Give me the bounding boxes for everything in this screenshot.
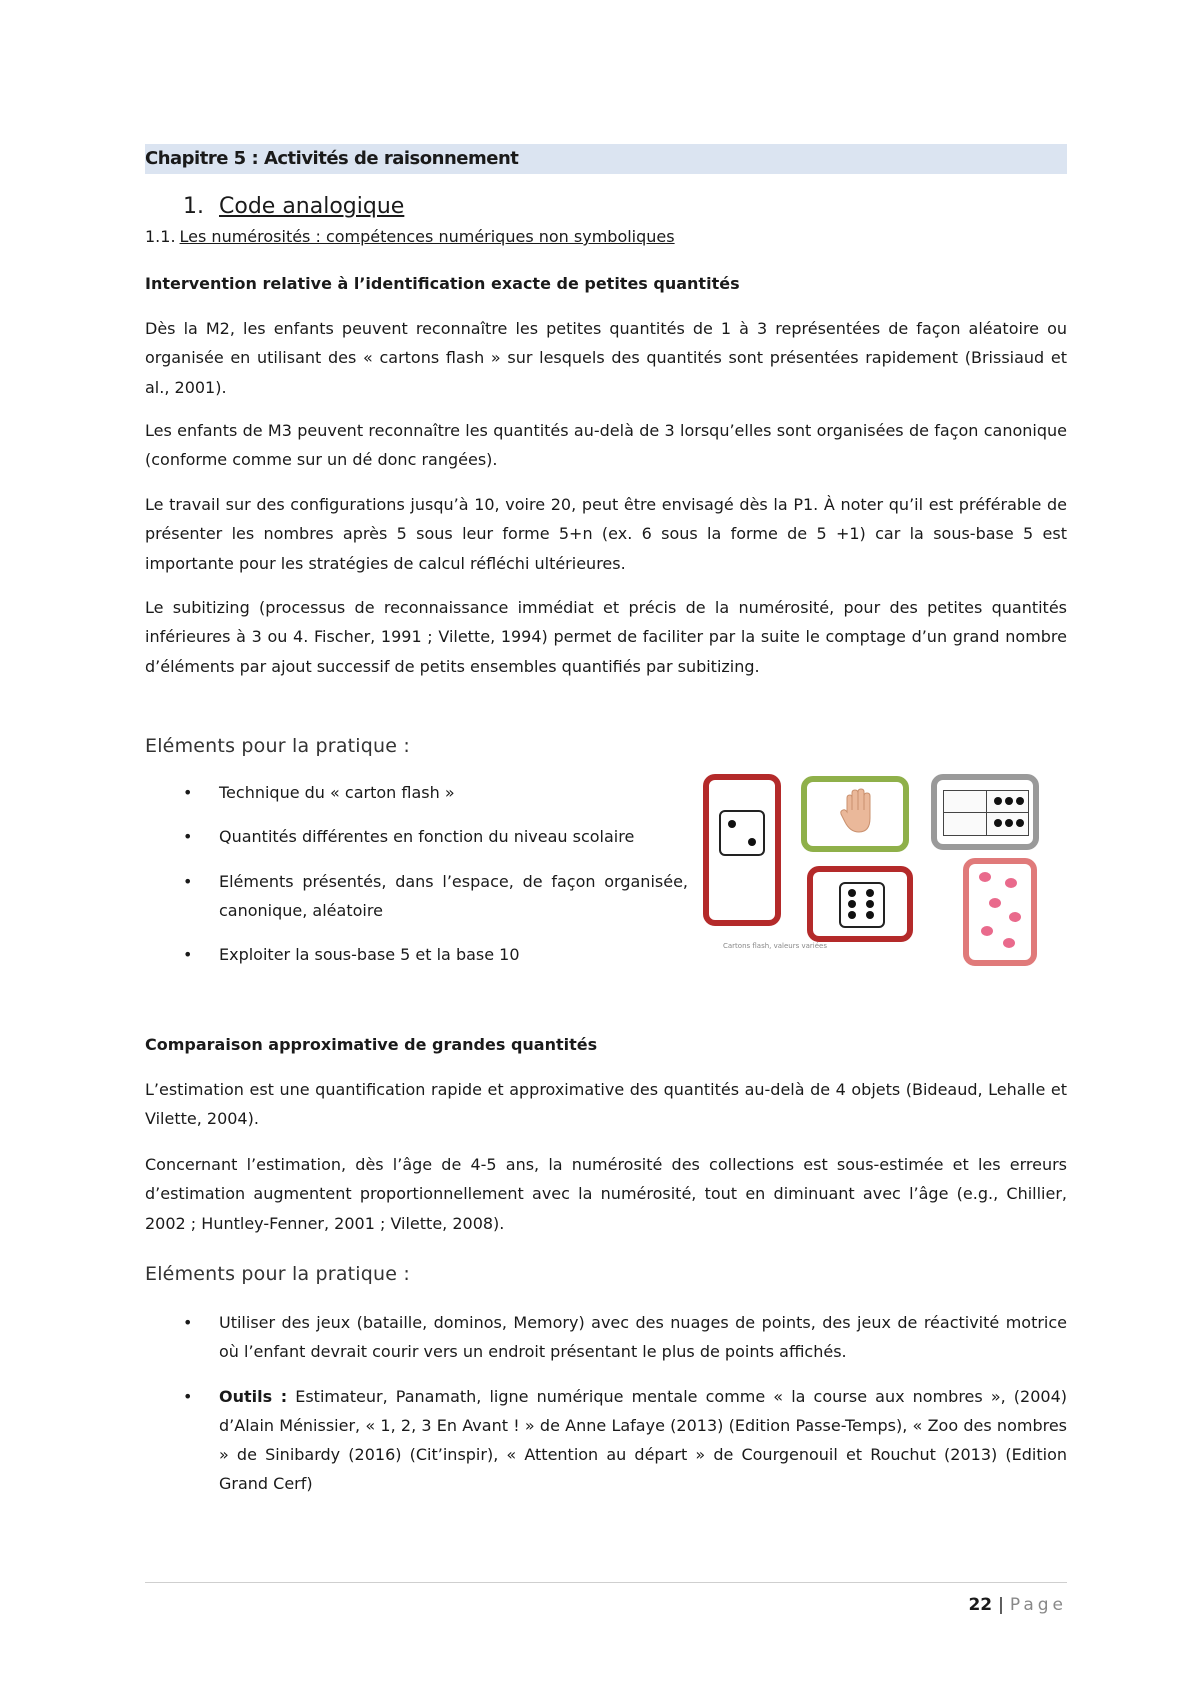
chapter-title: Chapitre 5 : Activités de raisonnement <box>145 144 1067 174</box>
flash-card-two-dots <box>703 774 781 926</box>
ten-frame <box>943 790 1029 836</box>
bullet-icon: • <box>183 827 193 847</box>
page-number: 22 <box>968 1595 993 1615</box>
monster-icon <box>1005 878 1017 888</box>
flash-card-hand <box>801 776 909 852</box>
footer-separator: | <box>998 1595 1004 1615</box>
practice-list <box>145 778 688 984</box>
section-1-title: Intervention relative à l’identification exacte de petites quantités <box>145 274 740 293</box>
paragraph: Concernant l’estimation, dès l’âge de 4-5 ans, la numérosité des collections est sous-estimée et les erreurs d’estimation augmentent proportionnellement avec la numérosité, tout en diminuant avec l’âge (e.g., Chillier, 2002 ; Huntley-Fenner, 2001 ; Vilette, 2008). <box>145 1155 1067 1233</box>
page-footer <box>968 1594 1067 1616</box>
heading-1 <box>183 192 404 222</box>
document-page <box>145 0 1067 1698</box>
figure-caption: Cartons flash, valeurs variées <box>723 942 828 950</box>
monster-icon <box>979 872 991 882</box>
heading-2-title: Les numérosités : compétences numériques non symboliques <box>179 227 675 246</box>
heading-2 <box>145 226 675 248</box>
section-2-title: Comparaison approximative de grandes quantités <box>145 1035 598 1054</box>
monster-icon <box>989 898 1001 908</box>
monster-icon <box>1009 912 1021 922</box>
list-item: • Exploiter la sous-base 5 et la base 10 <box>145 940 688 969</box>
monster-icon <box>981 926 993 936</box>
flash-card-six-dots <box>807 866 913 942</box>
list-item: • Utiliser des jeux (bataille, dominos, Memory) avec des nuages de points, des jeux de réactivité motrice où l’enfant devrait courir vers un endroit présentant le plus de points affichés. <box>145 1308 1067 1367</box>
bullet-icon: • <box>183 1386 193 1406</box>
bullet-icon: • <box>183 945 193 965</box>
flash-cards-figure <box>703 774 1067 970</box>
paragraph: Dès la M2, les enfants peuvent reconnaître les petites quantités de 1 à 3 représentées de façon aléatoire ou organisée en utilisant des « cartons flash » sur lesquels des quantités sont présentées rapidement (Brissiaud et al., 2001). <box>145 319 1067 397</box>
heading-2-number: 1.1. <box>145 227 176 246</box>
practice-subtitle: Eléments pour la pratique : <box>145 735 411 757</box>
bullet-icon: • <box>183 783 193 802</box>
tools-label: Outils : <box>219 1386 288 1406</box>
bullet-icon: • <box>183 871 193 891</box>
hand-icon <box>839 788 879 836</box>
bullet-icon: • <box>183 1313 193 1332</box>
monster-icon <box>1003 938 1015 948</box>
paragraph: Le travail sur des configurations jusqu’à 10, voire 20, peut être envisagé dès la P1. À noter qu’il est préférable de présenter les nombres après 5 sous leur forme 5+n (ex. 6 sous la forme de 5 +1) car la sous-base 5 est importante pour les stratégies de calcul réfléchi ultérieures. <box>145 495 1067 573</box>
practice-list <box>145 1308 1067 1514</box>
list-item: • Outils : Estimateur, Panamath, ligne numérique mentale comme « la course aux nombres », (2004) d’Alain Ménissier, « 1, 2, 3 En Avant ! » de Anne Lafaye (2013) (Edition Passe-Temps), « Zoo des nombres » de Sinibardy (2016) (Cit’inspir), « Attention au départ » de Courgenouil et Rouchut (2013) (Edition Grand Cerf) <box>145 1382 1067 1499</box>
paragraph: L’estimation est une quantification rapide et approximative des quantités au-delà de 4 objets (Bideaud, Lehalle et Vilette, 2004). <box>145 1080 1067 1129</box>
list-item: • Technique du « carton flash » <box>145 778 688 807</box>
list-item: • Eléments présentés, dans l’espace, de façon organisée, canonique, aléatoire <box>145 867 688 926</box>
paragraph: Le subitizing (processus de reconnaissance immédiat et précis de la numérosité, pour des petites quantités inférieures à 3 ou 4. Fischer, 1991 ; Vilette, 1994) permet de faciliter par la suite le comptage d’un grand nombre d’éléments par ajout successif de petits ensembles quantifiés par subitizing. <box>145 598 1067 676</box>
paragraph: Les enfants de M3 peuvent reconnaître les quantités au-delà de 3 lorsqu’elles sont organisées de façon canonique (conforme comme sur un dé donc rangées). <box>145 421 1067 470</box>
heading-1-number: 1. <box>183 194 204 219</box>
flash-card-ten-frame <box>931 774 1039 850</box>
page-label: Page <box>1009 1595 1067 1615</box>
list-item: • Quantités différentes en fonction du niveau scolaire <box>145 822 688 851</box>
heading-1-title: Code analogique <box>219 194 405 219</box>
flash-card-monsters <box>963 858 1037 966</box>
practice-subtitle: Eléments pour la pratique : <box>145 1263 411 1285</box>
die-icon <box>839 882 885 928</box>
footer-divider <box>145 1582 1067 1583</box>
die-icon <box>719 810 765 856</box>
